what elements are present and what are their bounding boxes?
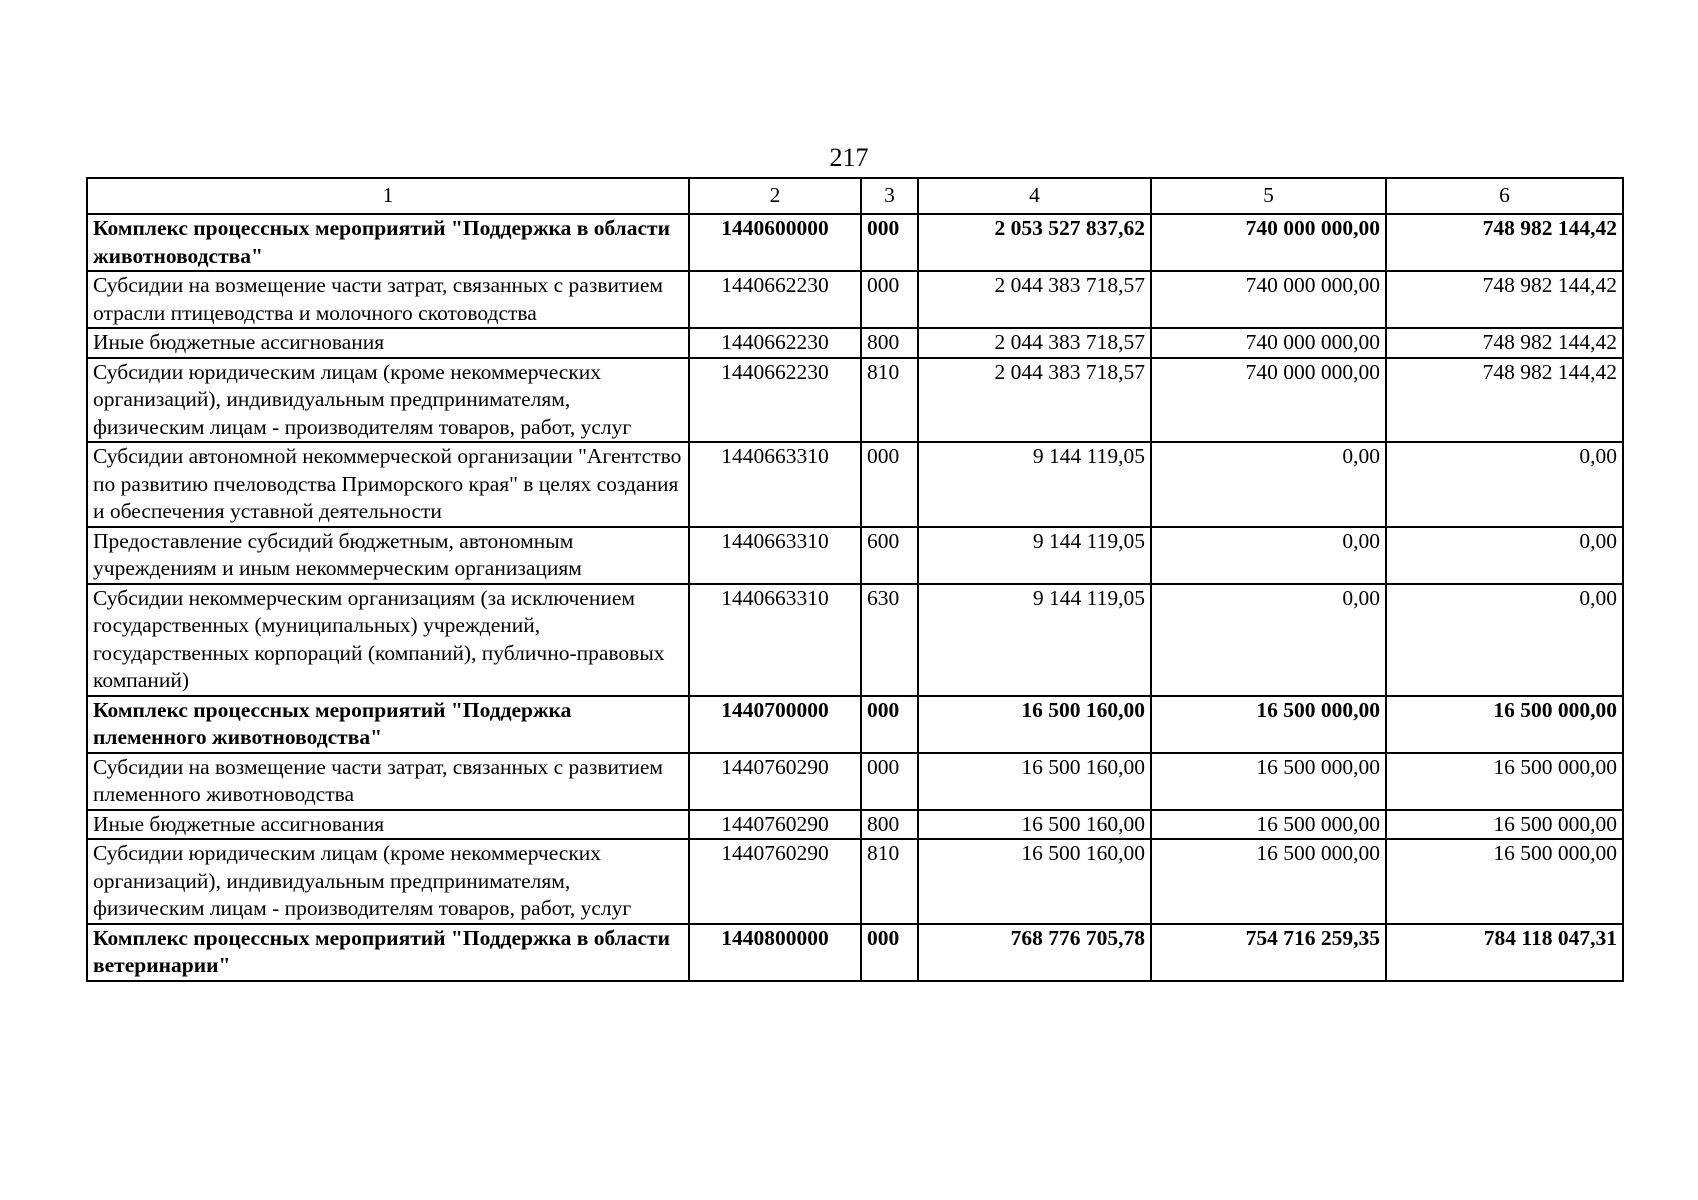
row-value-col4: 16 500 160,00 [918,696,1151,753]
row-target-code: 1440800000 [689,924,861,981]
row-name: Комплекс процессных мероприятий "Поддержка в области ветеринарии" [87,924,689,981]
row-value-col5: 16 500 000,00 [1151,696,1386,753]
page-number: 217 [829,143,869,172]
table-row [87,442,1623,527]
row-value-col5: 740 000 000,00 [1151,214,1386,271]
row-expense-type: 800 [861,328,918,358]
row-target-code: 1440700000 [689,696,861,753]
column-header-6: 6 [1386,178,1623,214]
table-row [87,527,1623,584]
row-target-code: 1440600000 [689,214,861,271]
row-value-col6: 748 982 144,42 [1386,358,1623,443]
row-expense-type: 000 [861,696,918,753]
column-header-2: 2 [689,178,861,214]
column-header-4: 4 [918,178,1151,214]
row-value-col6: 748 982 144,42 [1386,271,1623,328]
table-row [87,753,1623,810]
row-name: Субсидии некоммерческим организациям (за исключением государственных (муниципальных) учреждений, государственных корпораций (компаний), публично-правовых компаний) [87,584,689,696]
row-value-col5: 740 000 000,00 [1151,358,1386,443]
row-value-col6: 784 118 047,31 [1386,924,1623,981]
row-value-col6: 16 500 000,00 [1386,810,1623,840]
row-name: Иные бюджетные ассигнования [87,810,689,840]
row-name: Комплекс процессных мероприятий "Поддержка племенного животноводства" [87,696,689,753]
row-name: Иные бюджетные ассигнования [87,328,689,358]
row-value-col5: 16 500 000,00 [1151,753,1386,810]
table-row [87,358,1623,443]
row-name: Комплекс процессных мероприятий "Поддержка в области животноводства" [87,214,689,271]
row-value-col6: 16 500 000,00 [1386,753,1623,810]
table-row [87,696,1623,753]
row-expense-type: 800 [861,810,918,840]
row-target-code: 1440662230 [689,328,861,358]
row-value-col6: 16 500 000,00 [1386,839,1623,924]
row-value-col5: 0,00 [1151,442,1386,527]
row-value-col4: 2 044 383 718,57 [918,358,1151,443]
row-value-col6: 0,00 [1386,442,1623,527]
column-header-1: 1 [87,178,689,214]
row-value-col6: 0,00 [1386,584,1623,696]
column-header-3: 3 [861,178,918,214]
row-target-code: 1440760290 [689,839,861,924]
row-expense-type: 000 [861,214,918,271]
table-row [87,271,1623,328]
row-value-col6: 748 982 144,42 [1386,214,1623,271]
row-value-col4: 9 144 119,05 [918,527,1151,584]
table-row [87,328,1623,358]
row-expense-type: 000 [861,271,918,328]
table-row [87,214,1623,271]
row-value-col4: 9 144 119,05 [918,584,1151,696]
row-value-col5: 740 000 000,00 [1151,328,1386,358]
row-expense-type: 600 [861,527,918,584]
row-name: Субсидии юридическим лицам (кроме некоммерческих организаций), индивидуальным предпринимателям, физическим лицам - производителям товаров, работ, услуг [87,358,689,443]
row-value-col4: 2 044 383 718,57 [918,328,1151,358]
table-row [87,584,1623,696]
row-name: Субсидии на возмещение части затрат, связанных с развитием отрасли птицеводства и молочного скотоводства [87,271,689,328]
row-name: Субсидии автономной некоммерческой организации "Агентство по развитию пчеловодства Приморского края" в целях создания и обеспечения уставной деятельности [87,442,689,527]
row-target-code: 1440760290 [689,810,861,840]
header-row [87,178,1623,214]
row-target-code: 1440662230 [689,271,861,328]
row-value-col4: 16 500 160,00 [918,753,1151,810]
budget-table [86,177,1624,982]
row-value-col6: 0,00 [1386,527,1623,584]
row-name: Субсидии юридическим лицам (кроме некоммерческих организаций), индивидуальным предпринимателям, физическим лицам - производителям товаров, работ, услуг [87,839,689,924]
row-target-code: 1440663310 [689,584,861,696]
row-name: Предоставление субсидий бюджетным, автономным учреждениям и иным некоммерческим организациям [87,527,689,584]
row-value-col4: 16 500 160,00 [918,810,1151,840]
table-row [87,924,1623,981]
table-row [87,839,1623,924]
row-expense-type: 000 [861,442,918,527]
row-expense-type: 810 [861,358,918,443]
row-value-col6: 748 982 144,42 [1386,328,1623,358]
row-value-col4: 9 144 119,05 [918,442,1151,527]
table-row [87,810,1623,840]
row-target-code: 1440760290 [689,753,861,810]
row-value-col6: 16 500 000,00 [1386,696,1623,753]
row-expense-type: 810 [861,839,918,924]
column-header-5: 5 [1151,178,1386,214]
row-value-col5: 0,00 [1151,584,1386,696]
row-value-col4: 16 500 160,00 [918,839,1151,924]
row-value-col5: 0,00 [1151,527,1386,584]
row-expense-type: 630 [861,584,918,696]
row-value-col4: 2 044 383 718,57 [918,271,1151,328]
row-expense-type: 000 [861,924,918,981]
row-expense-type: 000 [861,753,918,810]
row-name: Субсидии на возмещение части затрат, связанных с развитием племенного животноводства [87,753,689,810]
row-target-code: 1440662230 [689,358,861,443]
row-value-col5: 754 716 259,35 [1151,924,1386,981]
row-target-code: 1440663310 [689,442,861,527]
row-value-col4: 2 053 527 837,62 [918,214,1151,271]
row-value-col5: 16 500 000,00 [1151,839,1386,924]
row-value-col4: 768 776 705,78 [918,924,1151,981]
row-value-col5: 16 500 000,00 [1151,810,1386,840]
row-target-code: 1440663310 [689,527,861,584]
row-value-col5: 740 000 000,00 [1151,271,1386,328]
